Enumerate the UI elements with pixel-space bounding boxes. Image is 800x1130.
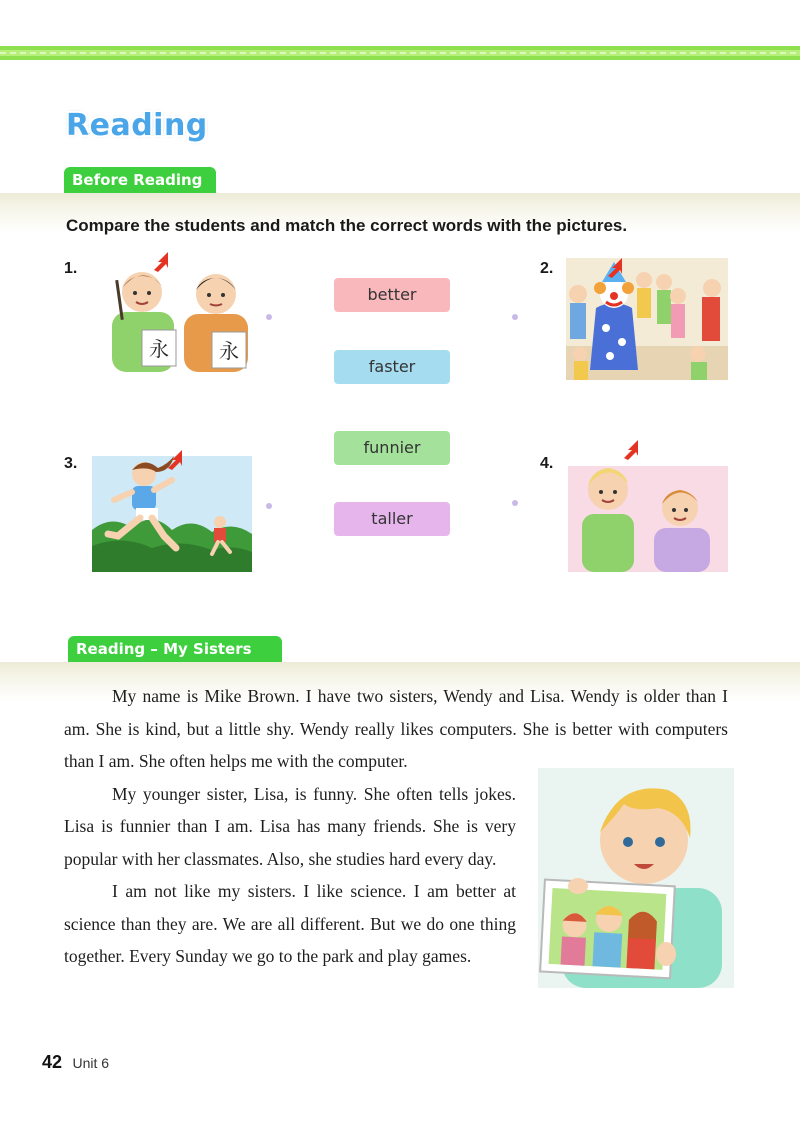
running-girls-illustration xyxy=(92,450,252,572)
svg-text:永: 永 xyxy=(149,337,169,361)
match-dot[interactable] xyxy=(512,314,518,320)
boy-holding-photo-illustration xyxy=(538,768,734,988)
page-footer xyxy=(42,1052,109,1073)
calligraphy-boys-illustration xyxy=(102,250,262,372)
match-dot[interactable] xyxy=(512,500,518,506)
item-number: 4. xyxy=(540,455,554,472)
tall-boys-illustration xyxy=(568,440,728,572)
paragraph: My younger sister, Lisa, is funny. She often tells jokes. Lisa is funnier than I am. Lisa has many friends. She is very popular with her classmates. Also, she studies hard every day. xyxy=(64,783,516,869)
word-box-better[interactable]: better xyxy=(334,278,450,312)
svg-text:永: 永 xyxy=(219,339,239,363)
unit-label: Unit 6 xyxy=(72,1055,110,1071)
item-number: 3. xyxy=(64,455,78,472)
clown-party-illustration xyxy=(566,258,728,380)
item-number: 1. xyxy=(64,260,78,277)
word-box-taller[interactable]: taller xyxy=(334,502,450,536)
word-box-faster[interactable]: faster xyxy=(334,350,450,384)
section-title: Reading xyxy=(66,108,208,143)
paragraph: I am not like my sisters. I like science. I am better at science than they are. We are all different. But we do one thing together. Every Sunday we go to the park and play games. xyxy=(64,881,516,966)
reading-my-sisters-tab: Reading – My Sisters xyxy=(68,636,282,662)
word-box-funnier[interactable]: funnier xyxy=(334,431,450,465)
instruction-text: Compare the students and match the correct words with the pictures. xyxy=(66,216,628,235)
item-number: 2. xyxy=(540,260,554,277)
page-number: 42 xyxy=(42,1052,63,1072)
top-decorative-band xyxy=(0,42,800,64)
before-reading-tab: Before Reading xyxy=(64,167,216,193)
match-dot[interactable] xyxy=(266,503,272,509)
paragraph: My name is Mike Brown. I have two sisters, Wendy and Lisa. Wendy is older than I am. She is kind, but a little shy. Wendy really likes computers. She is better with computers than I am. She often helps me with the computer. xyxy=(64,686,728,771)
match-dot[interactable] xyxy=(266,314,272,320)
